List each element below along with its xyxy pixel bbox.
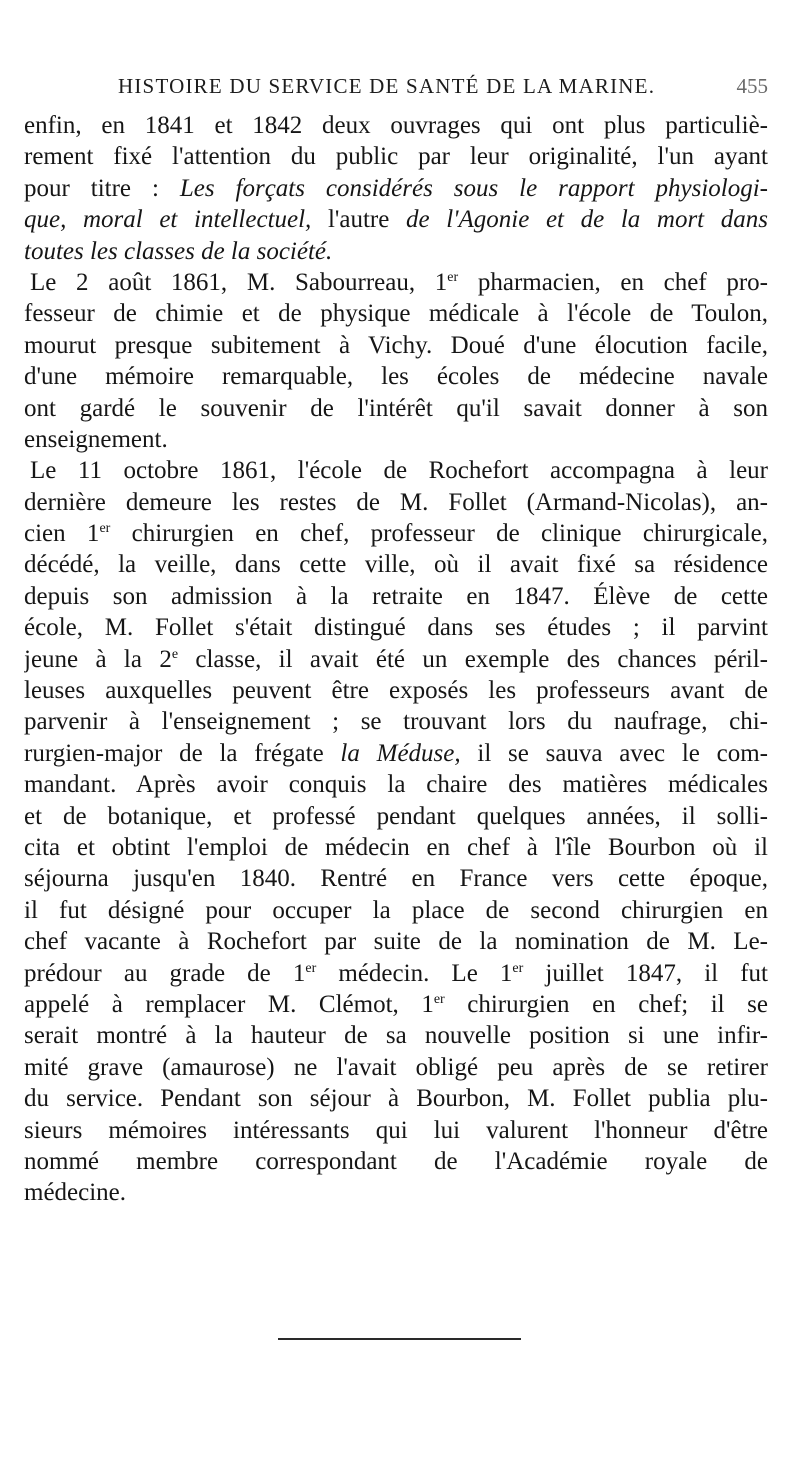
text-run: cien 1: [24, 520, 100, 548]
text-run: l'autre: [311, 206, 406, 234]
text-run: chirurgien en chef, professeur de clinique chirurgicale,: [110, 520, 768, 548]
text-run: ont gardé le souvenir de l'intérêt qu'il savait donner à son: [24, 394, 768, 422]
text-line: [24, 706, 768, 737]
text-run: décédé, la veille, dans cette ville, où il avait fixé sa résidence: [24, 551, 768, 579]
text-run: chirurgien en chef; il se: [444, 990, 768, 1018]
text-run: rement fixé l'attention du public par leur originalité, l'un ayant: [24, 143, 768, 171]
text-line: [24, 1083, 768, 1114]
text-run: juillet 1847, il fut: [523, 959, 768, 987]
text-line: [24, 926, 768, 957]
text-run: sieurs mémoires intéressants qui lui valurent l'honneur d'être: [24, 1116, 768, 1144]
italic-title: la Méduse,: [340, 739, 461, 767]
text-line: [24, 958, 768, 989]
text-run: et de botanique, et professé pendant quelques années, il solli-: [24, 802, 768, 830]
italic-title: que, moral et intellectuel,: [24, 206, 312, 234]
text-line: [24, 267, 768, 298]
text-line: [24, 895, 768, 926]
text-line: [24, 393, 768, 424]
text-run: enseignement.: [24, 425, 168, 453]
book-page: [24, 0, 768, 1475]
text-run: enfin, en 1841 et 1842 deux ouvrages qui ont plus particuliè-: [24, 112, 768, 139]
text-run: depuis son admission à la retraite en 1847. Élève de cette: [24, 582, 768, 610]
text-line: [24, 1115, 768, 1146]
text-line: [24, 863, 768, 894]
text-run: prédour au grade de 1: [24, 959, 306, 987]
text-run: jeune à la 2: [24, 645, 172, 673]
text-line: [24, 644, 768, 675]
text-line: [24, 1020, 768, 1051]
text-line: [24, 330, 768, 361]
text-line: [24, 204, 768, 235]
text-line: [24, 1146, 768, 1177]
text-run: pour titre :: [24, 174, 180, 202]
text-run: classe, il avait été un exemple des chances péril-: [178, 645, 768, 673]
text-line: [24, 518, 768, 549]
text-line: [24, 1177, 768, 1208]
text-line: [24, 769, 768, 800]
section-divider-rule: [278, 1338, 521, 1340]
italic-title: Les forçats considérés sous le rapport physiologi-: [179, 174, 768, 202]
text-line: [24, 989, 768, 1020]
text-run: médecin. Le 1: [316, 959, 513, 987]
ordinal-superscript: e: [171, 646, 179, 662]
ordinal-superscript: er: [305, 960, 317, 976]
text-line: [24, 298, 768, 329]
text-run: dernière demeure les restes de M. Follet (Armand-Nicolas), an-: [24, 488, 768, 516]
text-line: [24, 1052, 768, 1083]
text-line: [24, 487, 768, 518]
text-run: médecine.: [24, 1179, 127, 1207]
text-line: [24, 173, 768, 204]
text-run: il se sauva avec le com-: [460, 739, 768, 767]
text-line: [24, 236, 768, 267]
text-run: cita et obtint l'emploi de médecin en chef à l'île Bourbon où il: [24, 833, 768, 861]
text-run: leuses auxquelles peuvent être exposés les professeurs avant de: [24, 677, 768, 705]
text-line: [24, 738, 768, 769]
text-line: [24, 424, 768, 455]
text-run: mourut presque subitement à Vichy. Doué d'une élocution facile,: [24, 331, 768, 359]
ordinal-superscript: er: [512, 960, 524, 976]
text-run: Le 11 octobre 1861, l'école de Rochefort accompagna à leur: [30, 457, 768, 485]
italic-title: de l'Agonie et de la mort dans: [405, 206, 768, 234]
text-run: Le 2 août 1861, M. Sabourreau, 1: [30, 268, 448, 296]
text-run: serait montré à la hauteur de sa nouvelle position si une infir-: [24, 1022, 768, 1050]
text-run: parvenir à l'enseignement ; se trouvant lors du naufrage, chi-: [24, 708, 768, 736]
italic-title: toutes les classes de la société.: [24, 237, 333, 265]
text-run: nommé membre correspondant de l'Académie royale de: [24, 1147, 768, 1175]
body-text: [24, 110, 768, 1209]
text-line: [24, 675, 768, 706]
ordinal-superscript: er: [99, 521, 111, 537]
text-run: du service. Pendant son séjour à Bourbon, M. Follet publia plu-: [24, 1085, 768, 1113]
ordinal-superscript: er: [433, 991, 445, 1007]
running-head: [24, 74, 768, 104]
page-number: 455: [736, 74, 768, 98]
text-run: mandant. Après avoir conquis la chaire des matières médicales: [24, 771, 768, 799]
text-line: [24, 612, 768, 643]
text-line: [24, 549, 768, 580]
text-line: [24, 581, 768, 612]
text-run: d'une mémoire remarquable, les écoles de médecine navale: [24, 363, 768, 391]
running-title: HISTOIRE DU SERVICE DE SANTÉ DE LA MARINE.: [118, 74, 656, 98]
text-line: [24, 801, 768, 832]
ordinal-superscript: er: [447, 269, 459, 285]
text-run: séjourna jusqu'en 1840. Rentré en France vers cette époque,: [24, 865, 768, 893]
text-line: [24, 141, 768, 172]
text-run: chef vacante à Rochefort par suite de la nomination de M. Le-: [24, 928, 768, 956]
text-run: rurgien-major de la frégate: [24, 739, 341, 767]
text-run: fesseur de chimie et de physique médicale à l'école de Toulon,: [24, 300, 768, 328]
text-run: appelé à remplacer M. Clémot, 1: [24, 990, 434, 1018]
text-line: [24, 832, 768, 863]
text-line: [24, 455, 768, 486]
text-line: [24, 361, 768, 392]
text-run: école, M. Follet s'était distingué dans ses études ; il parvint: [24, 614, 768, 642]
text-run: pharmacien, en chef pro-: [458, 268, 768, 296]
text-run: il fut désigné pour occuper la place de second chirurgien en: [24, 896, 768, 924]
text-run: mité grave (amaurose) ne l'avait obligé peu après de se retirer: [24, 1053, 768, 1081]
text-line: [24, 110, 768, 141]
